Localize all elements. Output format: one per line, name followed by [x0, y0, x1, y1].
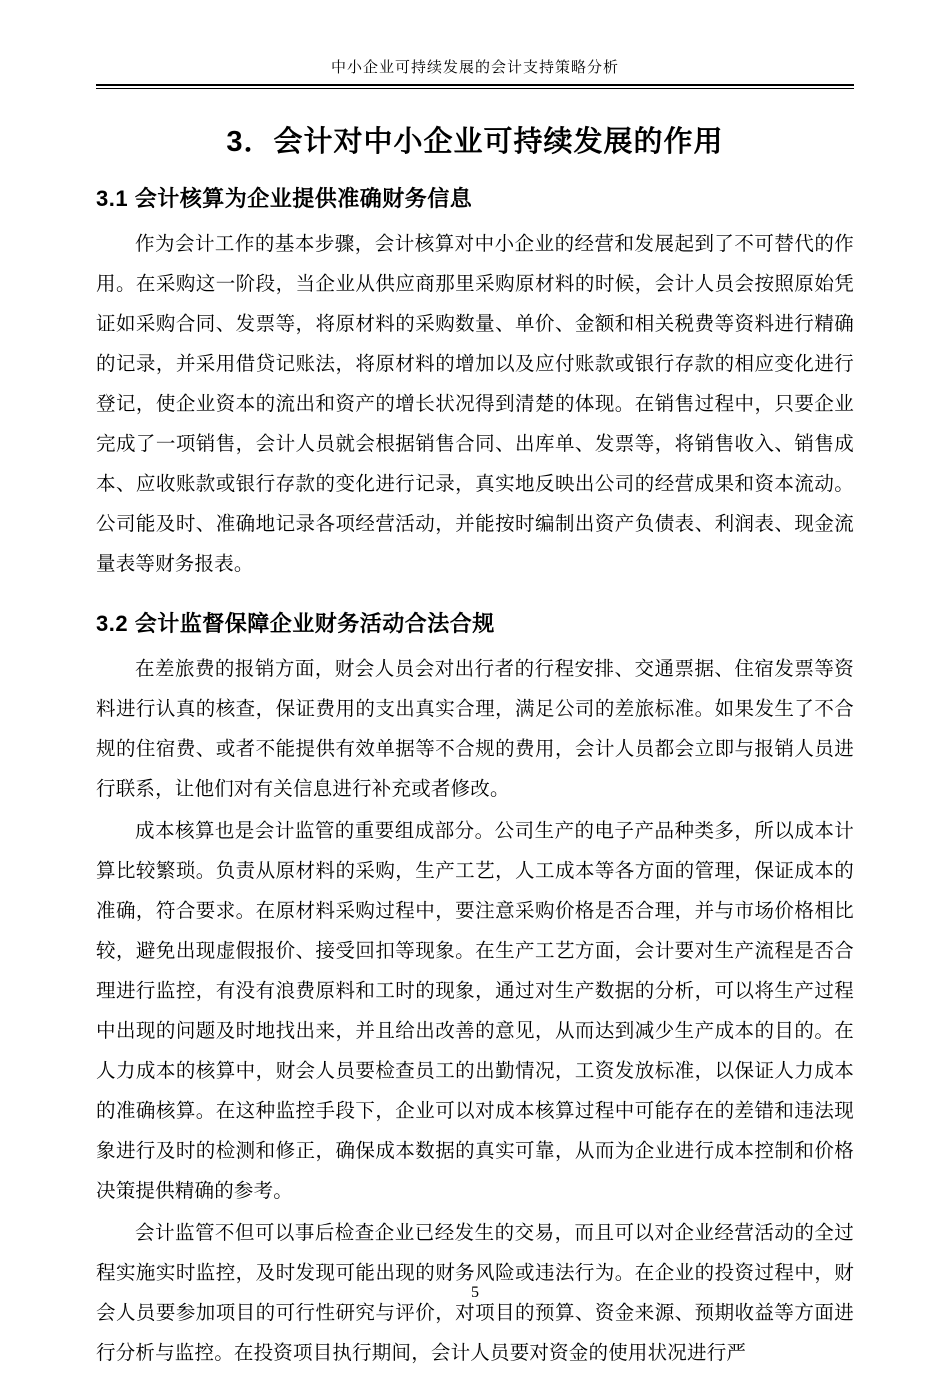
section-heading-3-2: 3.2 会计监督保障企业财务活动合法合规	[96, 611, 495, 636]
paragraph: 作为会计工作的基本步骤，会计核算对中小企业的经营和发展起到了不可替代的作用。在采购这一阶段，当企业从供应商那里采购原材料的时候，会计人员会按照原始凭证如采购合同、发票等，将原材料的采购数量、单价、金额和相关税费等资料进行精确的记录，并采用借贷记账法，将原材料的增加以及应付账款或银行存款的相应变化进行登记，使企业资本的流出和资产的增长状况得到清楚的体现。在销售过程中，只要企业完成了一项销售，会计人员就会根据销售合同、出库单、发票等，将销售收入、销售成本、应收账款或银行存款的变化进行记录，真实地反映出公司的经营成果和资本流动。公司能及时、准确地记录各项经营活动，并能按时编制出资产负债表、利润表、现金流量表等财务报表。	[96, 234, 854, 575]
running-header: 中小企业可持续发展的会计支持策略分析	[330, 60, 619, 76]
page-number: 5	[471, 1284, 479, 1301]
paragraph: 会计监管不但可以事后检查企业已经发生的交易，而且可以对企业经营活动的全过程实施实时监控，及时发现可能出现的财务风险或违法行为。在企业的投资过程中，财会人员要参加项目的可行性研究与评价，对项目的预算、资金来源、预期收益等方面进行分析与监控。在投资项目执行期间，会计人员要对资金的使用状况进行严	[96, 1223, 854, 1364]
paragraph: 成本核算也是会计监管的重要组成部分。公司生产的电子产品种类多，所以成本计算比较繁琐。负责从原材料的采购，生产工艺，人工成本等各方面的管理，保证成本的准确，符合要求。在原材料采购过程中，要注意采购价格是否合理，并与市场价格相比较，避免出现虚假报价、接受回扣等现象。在生产工艺方面，会计要对生产流程是否合理进行监控，有没有浪费原料和工时的现象，通过对生产数据的分析，可以将生产过程中出现的问题及时地找出来，并且给出改善的意见，从而达到减少生产成本的目的。在人力成本的核算中，财会人员要检查员工的出勤情况，工资发放标准，以保证人力成本的准确核算。在这种监控手段下，企业可以对成本核算过程中可能存在的差错和违法现象进行及时的检测和修正，确保成本数据的真实可靠，从而为企业进行成本控制和价格决策提供精确的参考。	[96, 821, 854, 1202]
chapter-title: 3．会计对中小企业可持续发展的作用	[226, 126, 724, 158]
header-rule-thin	[96, 88, 854, 89]
section-heading-3-1: 3.1 会计核算为企业提供准确财务信息	[96, 186, 473, 211]
paragraph: 在差旅费的报销方面，财会人员会对出行者的行程安排、交通票据、住宿发票等资料进行认真的核查，保证费用的支出真实合理，满足公司的差旅标准。如果发生了不合规的住宿费、或者不能提供有效单据等不合规的费用，会计人员都会立即与报销人员进行联系，让他们对有关信息进行补充或者修改。	[96, 659, 854, 800]
header-rule-thick	[96, 84, 854, 86]
